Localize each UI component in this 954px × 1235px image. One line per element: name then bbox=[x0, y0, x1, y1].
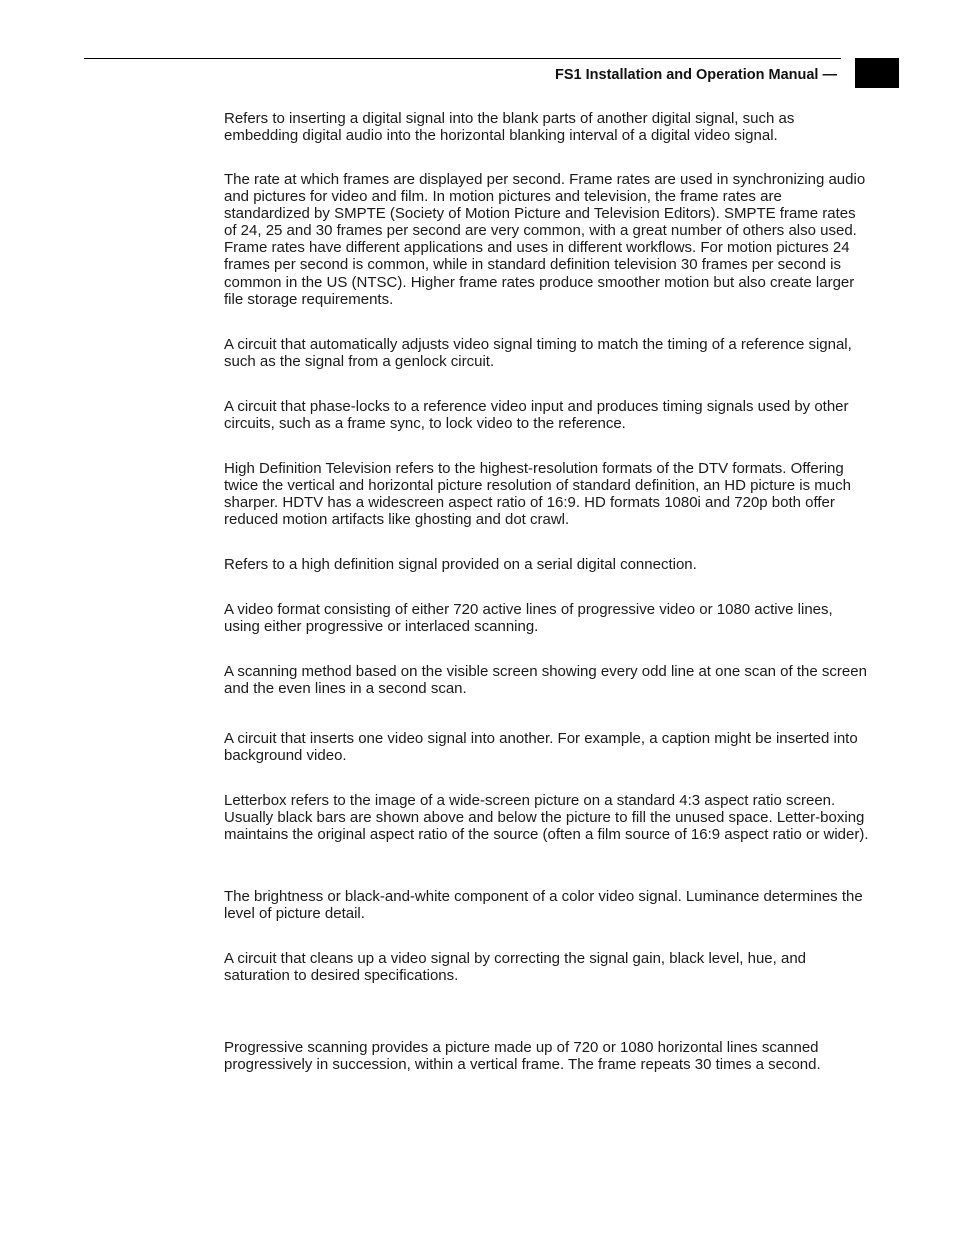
definition-hdtv: High Definition Television refers to the highest-resolution formats of the DTV formats. Offering twice the vertical and horizontal picture resolution of standard definition, an HD picture is much sharper. HDTV has a widescreen aspect ratio of 16:9. HD formats 1080i and 720p both offer reduced motion artifacts like ghosting and dot crawl. bbox=[224, 460, 851, 529]
definition-genlock: A circuit that phase-locks to a reference video input and produces timing signals used by other circuits, such as a frame sync, to lock video to the reference. bbox=[224, 398, 849, 433]
header-rule bbox=[84, 58, 841, 59]
definition-hd-format: A video format consisting of either 720 active lines of progressive video or 1080 active lines, using either progressive or interlaced scanning. bbox=[224, 601, 833, 636]
page-tab-marker bbox=[855, 58, 899, 88]
definition-luminance: The brightness or black-and-white component of a color video signal. Luminance determines the level of picture detail. bbox=[224, 888, 863, 923]
definition-proc-amp: A circuit that cleans up a video signal by correcting the signal gain, black level, hue, and saturation to desired specifications. bbox=[224, 950, 807, 985]
definition-frame-sync: A circuit that automatically adjusts video signal timing to match the timing of a reference signal, such as the signal from a genlock circuit. bbox=[224, 336, 852, 371]
definition-letterbox: Letterbox refers to the image of a wide-screen picture on a standard 4:3 aspect ratio screen. Usually black bars are shown above and below the picture to fill the unused space. Letter-boxing maintains the original aspect ratio of the source (often a film source of 16:9 aspect ratio or wider). bbox=[224, 792, 869, 844]
definition-progressive: Progressive scanning provides a picture made up of 720 or 1080 horizontal lines scanned progressively in succession, within a vertical frame. The frame repeats 30 times a second. bbox=[224, 1039, 821, 1074]
definition-keyer: A circuit that inserts one video signal into another. For example, a caption might be inserted into background video. bbox=[224, 730, 858, 765]
definition-hd-sdi: Refers to a high definition signal provided on a serial digital connection. bbox=[224, 556, 697, 573]
definition-embedding: Refers to inserting a digital signal into the blank parts of another digital signal, such as embedding digital audio into the horizontal blanking interval of a digital video signal. bbox=[224, 110, 795, 145]
definition-frame-rate: The rate at which frames are displayed per second. Frame rates are used in synchronizing audio and pictures for video and film. In motion pictures and television, the frame rates are standardized by SMPTE (Society of Motion Picture and Television Editors). SMPTE frame rates of 24, 25 and 30 frames per second are very common, with a great number of others also used. Frame rates have different applications and uses in different workflows. For motion pictures 24 frames per second is common, while in standard definition television 30 frames per second is common in the US (NTSC). Higher frame rates produce smoother motion but also create larger file storage requirements. bbox=[224, 171, 866, 308]
running-header-title: FS1 Installation and Operation Manual — bbox=[555, 67, 837, 83]
definition-interlaced: A scanning method based on the visible screen showing every odd line at one scan of the screen and the even lines in a second scan. bbox=[224, 663, 867, 698]
